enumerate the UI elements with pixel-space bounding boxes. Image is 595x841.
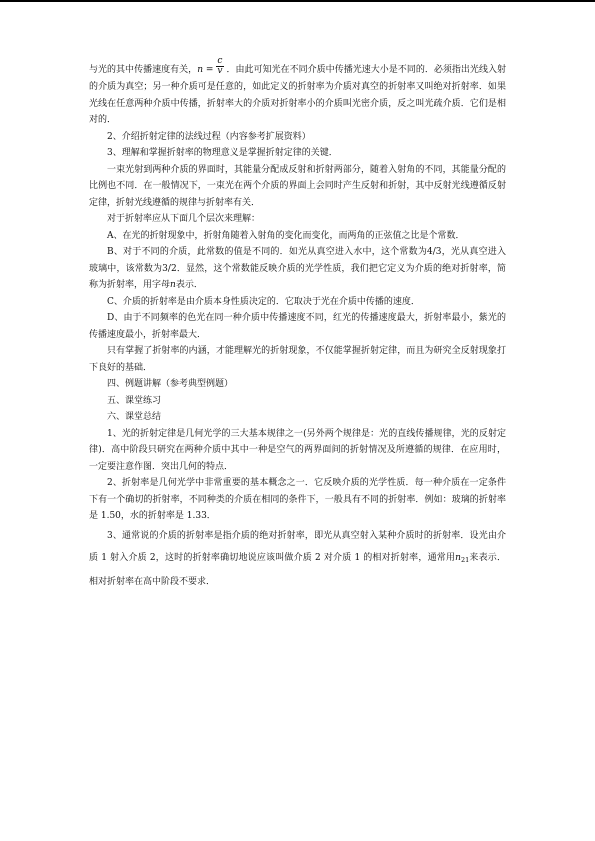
paragraph-levels-intro: 对于折射率应从下面几个层次来理解： xyxy=(107,214,261,224)
paragraph-light-energy: 一束光射到两种介质的界面时，其能量分配成反射和折射两部分，随着入射角的不同，其能量分配的比例也不同．在一般情况下，一束光在两个介质的界面上会同时产生反射和折射，其中反射光线遵循反射定律，折射光线遵循的规律与折射率有关． xyxy=(89,164,506,208)
text-segment: ．由此可知光在不同介质中传播光速大小是不同的．必须指出光线入射的介质为真空；另一种介质可是任意的，如此定义的折射率为介质对真空的折射率又叫绝对折射率．如果光线在任意两种介质中传播，折射率大的介质对折射率小的介质叫光密介质，反之叫光疏介质．它们是相对的． xyxy=(89,65,506,125)
text-segment: 与光的其中传播速度有关， xyxy=(89,65,198,75)
paragraph-point-a: A、在光的折射现象中，折射角随着入射角的变化而变化，而两角的正弦值之比是个常数． xyxy=(107,230,465,241)
variable-n: n xyxy=(455,552,461,563)
paragraph-summary-meaning: 只有掌握了折射率的内涵，才能理解光的折射现象，不仅能掌握折射定律，而且为研究全反射现象打下良好的基础． xyxy=(89,346,506,373)
text-segment: 表示． xyxy=(175,280,203,290)
formula-denominator: v xyxy=(217,66,223,76)
heading-exercises: 五、课堂练习 xyxy=(107,395,162,406)
paragraph-summary-2: 2、折射率是几何光学中非常重要的基本概念之一．它反映介质的光学性质．每一种介质在一定条件下有一个确切的折射率，不同种类的介质在相同的条件下，一般具有不同的折射率．例如：玻璃的折射率是 1.50，水的折射率是 1.33． xyxy=(89,478,506,521)
paragraph-refractive-index-definition xyxy=(89,56,506,129)
text-segment: B、对于不同的介质，此常数的值是不同的．如光从真空进入水中，这个常数为4/3，光从真空进入玻璃中，该常数为3/2．显然，这个常数能反映介质的光学性质，我们把它定义为介质的绝对折射率，简称为折射率，用字母 xyxy=(89,247,506,290)
top-border-line xyxy=(0,0,595,2)
paragraph-summary-1: 1、光的折射定律是几何光学的三大基本规律之一(另外两个规律是：光的直线传播规律，光的反射定律)．高中阶段只研究在两种介质中其中一种是空气的两界面间的折射情况及所遵循的规律．在应用时，一定要注意作图．突出几何的特点． xyxy=(89,428,506,472)
paragraph-item-2: 2、介绍折射定律的法线过程（内容参考扩展资料） xyxy=(107,131,311,142)
document-body xyxy=(89,56,506,593)
paragraph-item-3: 3、理解和掌握折射率的物理意义是掌握折射定律的关键． xyxy=(107,148,338,158)
paragraph-point-c: C、介质的折射率是由介质本身性质决定的．它取决于光在介质中传播的速度． xyxy=(107,296,420,307)
formula-lhs: n = xyxy=(197,65,214,75)
variable-n: n xyxy=(170,280,176,290)
paragraph-summary-3 xyxy=(89,525,506,593)
heading-examples: 四、例题讲解（参考典型例题） xyxy=(107,379,234,389)
subscript-21: 21 xyxy=(460,555,470,564)
paragraph-point-b xyxy=(89,244,506,294)
heading-summary: 六、课堂总结 xyxy=(107,412,162,422)
text-segment: 来表示．相对折射率在高中阶段不要求． xyxy=(89,552,506,587)
text-segment: 3、通常说的介质的折射率是指介质的绝对折射率，即光从真空射入某种介质时的折射率．设光由介质 1 射入介质 2，这时的折射率确切地说应该叫做介质 2 对介质 1 的相对折射率，通常用 xyxy=(89,530,506,563)
formula-numerator: c xyxy=(217,56,223,66)
paragraph-point-d: D、由于不同频率的色光在同一种介质中传播速度不同，红光的传播速度最大，折射率最小，紫光的传播速度最小，折射率最大． xyxy=(89,313,506,340)
formula-fraction xyxy=(216,57,223,76)
